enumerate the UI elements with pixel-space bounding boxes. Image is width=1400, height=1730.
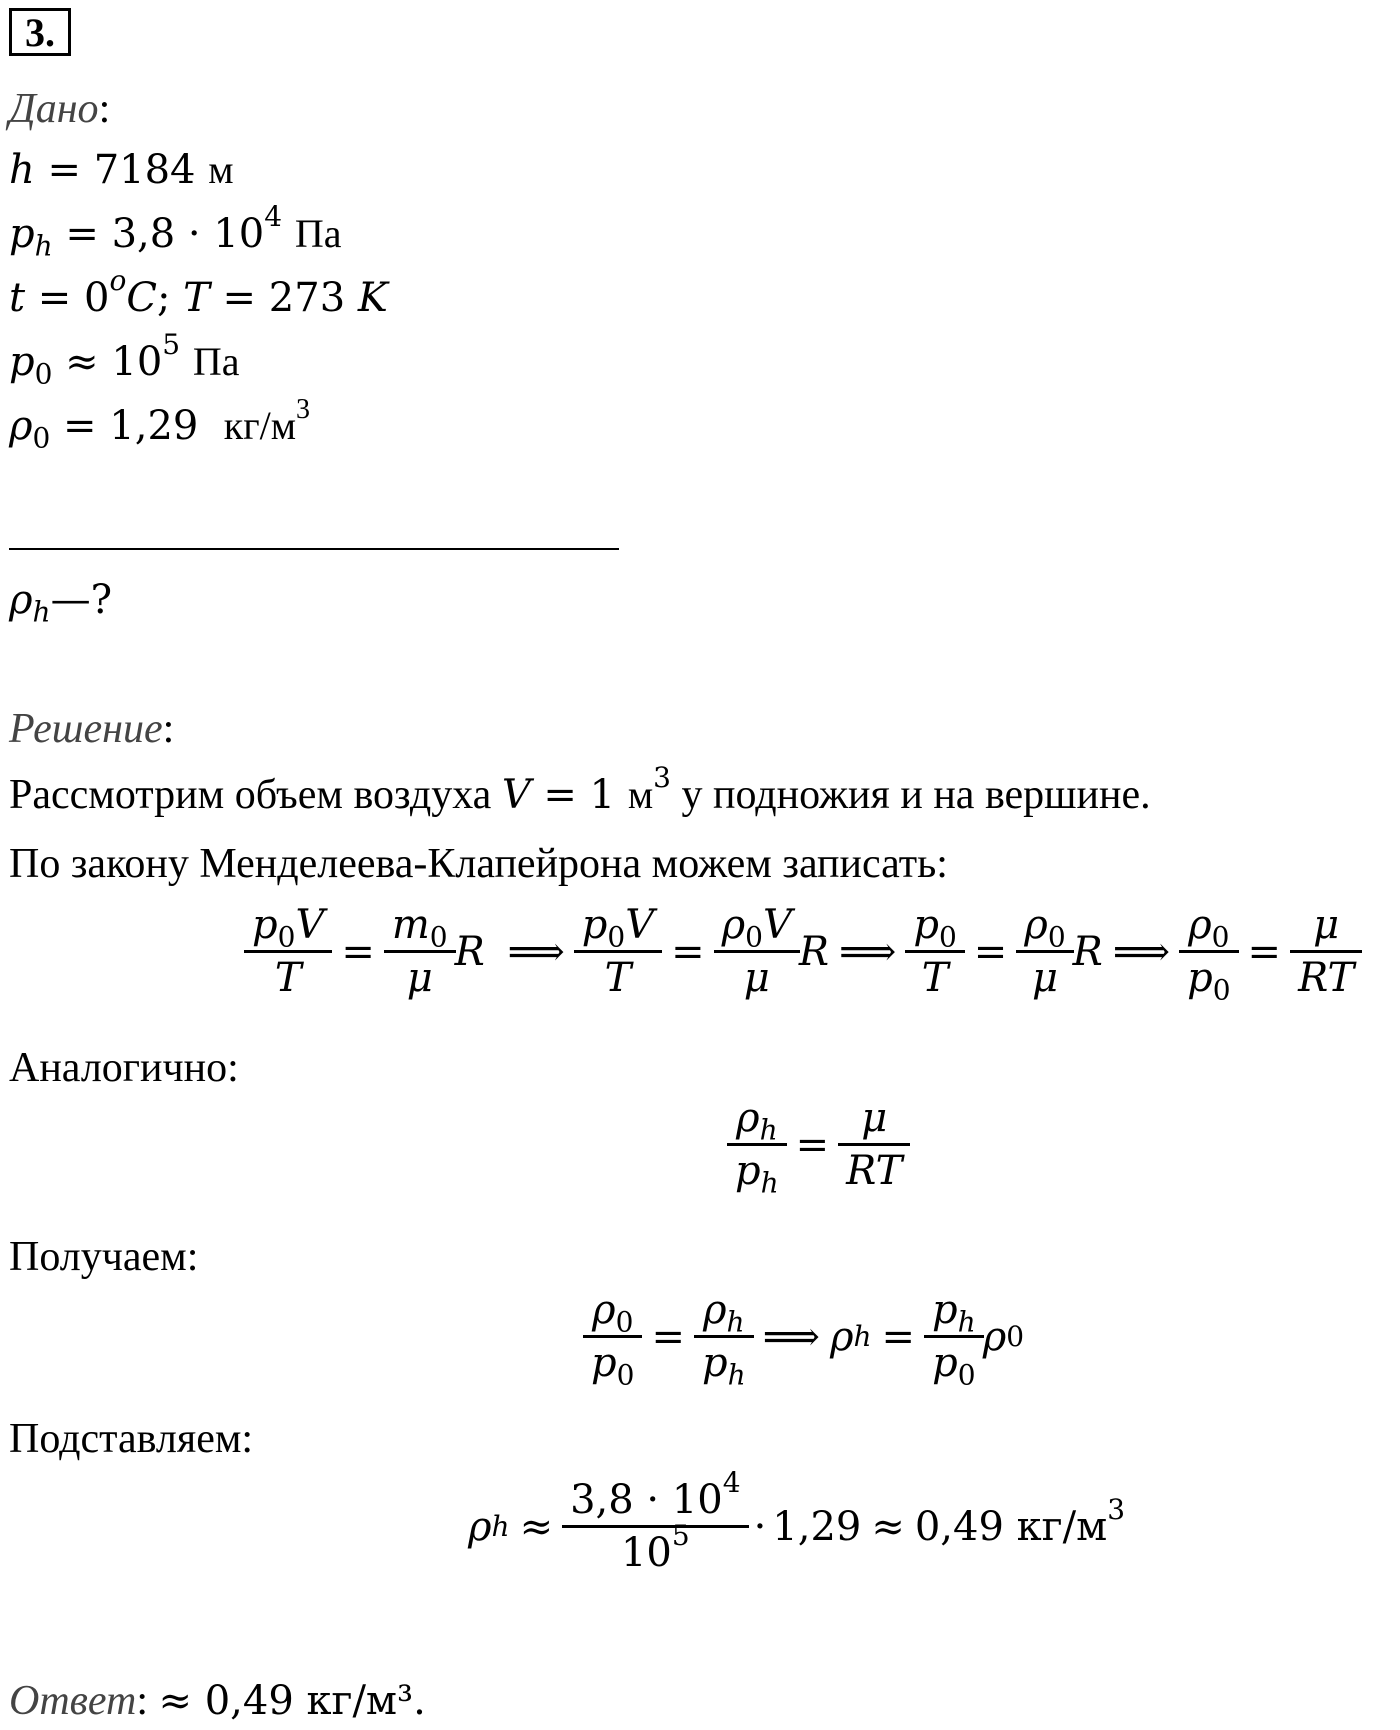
analog-formula: $\frac{\rho_h}{p_h}$ = $\frac{\mu}{RT}$ xyxy=(728,1098,909,1191)
given-label: Дано: xyxy=(9,86,111,132)
substitute-text: Подставляем: xyxy=(9,1416,254,1462)
find-line: $\rho_h—$? xyxy=(9,577,113,629)
answer-value: ≈ 0,49 кг/м³. xyxy=(158,1678,426,1724)
given-line-density-base: $\rho_0 = 1,29$ $кг/м^3$ xyxy=(9,394,311,455)
similarly-text: Аналогично: xyxy=(9,1045,239,1091)
obtain-text: Получаем: xyxy=(9,1234,199,1280)
numeric-formula: ρ h ≈ $\frac{3,8 \cdot 10^4}{10^5}$ · 1,29 ≈ 0,49 $кг/м^3$ xyxy=(468,1466,1126,1576)
law-text: По закону Менделеева-Клапейрона можем записать: xyxy=(9,841,948,887)
given-line-height: h = 7184 м xyxy=(9,147,234,193)
given-line-pressure-base: $p_0 \approx 10^5$ Па xyxy=(9,328,240,391)
answer-label: Ответ xyxy=(9,1678,137,1724)
answer-line: Ответ: ≈ 0,49 кг/м³. xyxy=(9,1678,426,1724)
given-divider xyxy=(9,548,619,550)
clapeyron-formula: $\frac{p_0V}{T}$ = $\frac{m_0}{\mu}$ R ⟹ $\frac{p_0V}{T}$ = $\frac{\rho_0V}{\mu}$ R ⟹ $\frac{p_0}{T}$ = $\frac{\rho_0}{\mu}$ R ⟹ $\frac{\rho_0}{p_0}$ = $\frac{\mu}{RT}$ xyxy=(245,905,1361,998)
given-line-temperature: $t = 0^oC$; T = 273 K xyxy=(9,264,388,321)
problem-number: 3. xyxy=(9,8,71,56)
consider-text: Рассмотрим объем воздуха V = 1 $м^3$ у подножия и на вершине. xyxy=(9,761,1151,818)
given-line-pressure-top: $p_h = 3,8 \cdot 10^4$ Па xyxy=(9,200,342,263)
result-formula: $\frac{\rho_0}{p_0}$ = $\frac{\rho_h}{p_h}$ ⟹ ρ h = $\frac{p_h}{p_0}$ ρ 0 xyxy=(584,1290,1024,1383)
solution-label: Решение: xyxy=(9,706,175,752)
